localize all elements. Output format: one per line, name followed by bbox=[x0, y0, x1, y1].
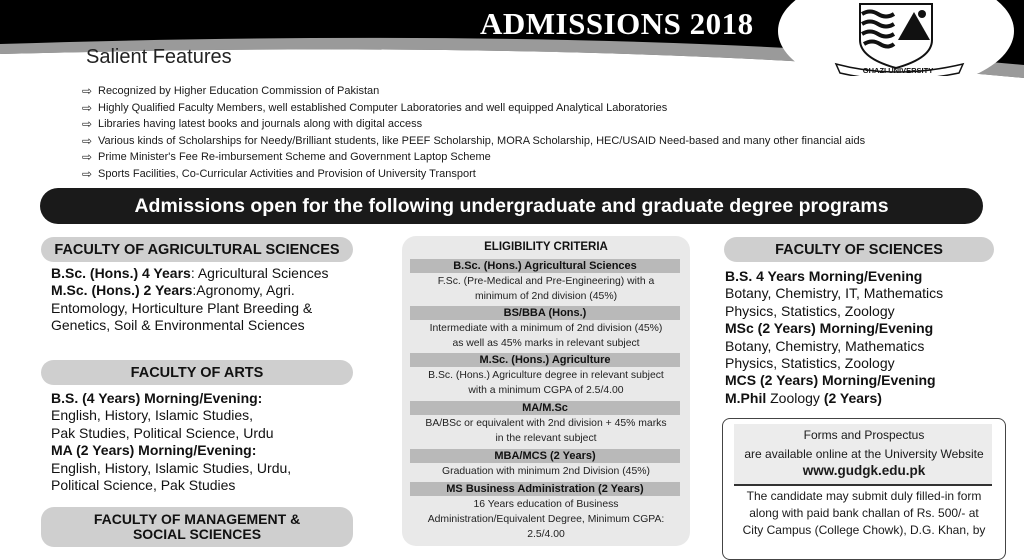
submission-line-3: City Campus (College Chowk), D.G. Khan, by bbox=[742, 523, 986, 537]
features-list bbox=[82, 83, 865, 182]
agri-msc-line: M.Sc. (Hons.) 2 Years:Agronomy, Agri. bbox=[51, 282, 295, 299]
sciences-mphil-line: M.Phil Zoology (2 Years) bbox=[725, 389, 882, 406]
arrow-right-icon: ⇨ bbox=[82, 166, 93, 181]
faculty-agricultural-header: FACULTY OF AGRICULTURAL SCIENCES bbox=[41, 237, 353, 262]
eligibility-heading: BS/BBA (Hons.) bbox=[410, 306, 680, 320]
eligibility-heading: MBA/MCS (2 Years) bbox=[410, 449, 680, 463]
eligibility-description bbox=[404, 321, 688, 351]
arts-ma-heading: MA (2 Years) Morning/Evening: bbox=[51, 442, 257, 459]
arrow-right-icon: ⇨ bbox=[82, 150, 93, 165]
arrow-right-icon: ⇨ bbox=[82, 117, 93, 132]
arrow-right-icon: ⇨ bbox=[82, 84, 93, 99]
submission-line-2: along with paid bank challan of Rs. 500/- at bbox=[749, 506, 979, 520]
eligibility-desc-line: Intermediate with a minimum of 2nd division (45%) bbox=[429, 323, 663, 334]
sciences-msc-line-2: Physics, Statistics, Zoology bbox=[725, 355, 895, 372]
sciences-bs-line-1: Botany, Chemistry, IT, Mathematics bbox=[725, 285, 944, 302]
forms-divider bbox=[734, 484, 992, 486]
list-item: ⇨ Sports Facilities, Co-Curricular Activities and Provision of University Transport bbox=[82, 166, 476, 181]
agri-bsc-line: B.Sc. (Hons.) 4 Years: Agricultural Sciences bbox=[51, 265, 329, 281]
arts-bs-line-2: Pak Studies, Political Science, Urdu bbox=[51, 424, 274, 441]
arts-bs-heading: B.S. (4 Years) Morning/Evening: bbox=[51, 390, 263, 406]
agri-msc-line-3: Genetics, Soil & Environmental Sciences bbox=[51, 317, 305, 334]
eligibility-desc-line: as well as 45% marks in relevant subject bbox=[452, 338, 640, 349]
eligibility-desc-line: 2.5/4.00 bbox=[527, 529, 565, 540]
eligibility-desc-line: F.Sc. (Pre-Medical and Pre-Engineering) with a bbox=[437, 276, 655, 287]
university-logo bbox=[832, 0, 967, 76]
arts-ma-line-1: English, History, Islamic Studies, Urdu, bbox=[51, 459, 292, 476]
sciences-programs bbox=[725, 268, 943, 407]
list-item: ⇨ Recognized by Higher Education Commission of Pakistan bbox=[82, 84, 380, 99]
list-item: ⇨ Libraries having latest books and journals along with digital access bbox=[82, 117, 423, 132]
eligibility-description bbox=[404, 416, 688, 446]
eligibility-heading: MS Business Administration (2 Years) bbox=[410, 482, 680, 496]
admissions-open-banner: Admissions open for the following undergraduate and graduate degree programs bbox=[40, 188, 983, 224]
eligibility-description bbox=[404, 274, 688, 304]
agri-programs bbox=[51, 265, 329, 335]
forms-availability-text: are available online at the University Website bbox=[744, 447, 984, 461]
sciences-bs-heading: B.S. 4 Years Morning/Evening bbox=[725, 268, 923, 284]
eligibility-desc-line: B.Sc. (Hons.) Agriculture degree in relevant subject bbox=[428, 370, 664, 381]
arts-programs bbox=[51, 390, 291, 494]
eligibility-desc-line: with a minimum CGPA of 2.5/4.00 bbox=[468, 385, 624, 396]
arrow-right-icon: ⇨ bbox=[82, 100, 93, 115]
list-item: ⇨ Various kinds of Scholarships for Needy/Brilliant students, like PEEF Scholarship, MORA Scholarship, HEC/USAID Need-based and many other financial aids bbox=[82, 133, 866, 148]
eligibility-description bbox=[404, 497, 688, 542]
arrow-right-icon: ⇨ bbox=[82, 133, 93, 148]
eligibility-title: ELIGIBILITY CRITERIA bbox=[484, 241, 608, 253]
forms-prospectus-label: Forms and Prospectus bbox=[803, 428, 925, 442]
eligibility-description bbox=[404, 368, 688, 398]
eligibility-desc-line: 16 Years education of Business bbox=[473, 499, 619, 510]
arts-bs-line-1: English, History, Islamic Studies, bbox=[51, 407, 254, 424]
arts-ma-line-2: Political Science, Pak Studies bbox=[51, 477, 236, 494]
sciences-msc-heading: MSc (2 Years) Morning/Evening bbox=[725, 320, 934, 337]
sciences-mcs-heading: MCS (2 Years) Morning/Evening bbox=[725, 372, 936, 389]
faculty-management-title-line-2: SOCIAL SCIENCES bbox=[132, 526, 262, 542]
faculty-management-header bbox=[41, 507, 353, 547]
eligibility-heading: M.Sc. (Hons.) Agriculture bbox=[410, 353, 680, 367]
logo-text: GHAZI UNIVERSITY bbox=[862, 66, 934, 75]
salient-features-title: Salient Features bbox=[86, 46, 232, 68]
eligibility-desc-line: Graduation with minimum 2nd Division (45%) bbox=[442, 466, 650, 477]
faculty-sciences-header: FACULTY OF SCIENCES bbox=[724, 237, 994, 262]
eligibility-desc-line: in the relevant subject bbox=[495, 433, 597, 444]
sciences-msc-line-1: Botany, Chemistry, Mathematics bbox=[725, 337, 925, 354]
faculty-arts-header: FACULTY OF ARTS bbox=[41, 360, 353, 385]
eligibility-desc-line: Administration/Equivalent Degree, Minimum CGPA: bbox=[427, 514, 665, 525]
eligibility-description bbox=[404, 464, 688, 479]
eligibility-desc-line: minimum of 2nd division (45%) bbox=[474, 291, 618, 302]
university-website-link[interactable]: www.gudgk.edu.pk bbox=[802, 463, 926, 478]
submission-line-1: The candidate may submit duly filled-in form bbox=[746, 489, 982, 503]
eligibility-desc-line: BA/BSc or equivalent with 2nd division + 45% marks bbox=[425, 418, 667, 429]
admissions-title: ADMISSIONS 2018 bbox=[480, 6, 754, 41]
faculty-management-title-line-1: FACULTY OF MANAGEMENT & bbox=[93, 511, 301, 527]
eligibility-heading: MA/M.Sc bbox=[410, 401, 680, 415]
list-item: ⇨ Prime Minister's Fee Re-imbursement Scheme and Government Laptop Scheme bbox=[82, 150, 491, 165]
list-item: ⇨ Highly Qualified Faculty Members, well established Computer Laboratories and well equipped Analytical Laboratories bbox=[82, 100, 668, 115]
eligibility-heading: B.Sc. (Hons.) Agricultural Sciences bbox=[410, 259, 680, 273]
sciences-bs-line-2: Physics, Statistics, Zoology bbox=[725, 302, 895, 319]
agri-msc-line-2: Entomology, Horticulture Plant Breeding & bbox=[51, 299, 313, 316]
